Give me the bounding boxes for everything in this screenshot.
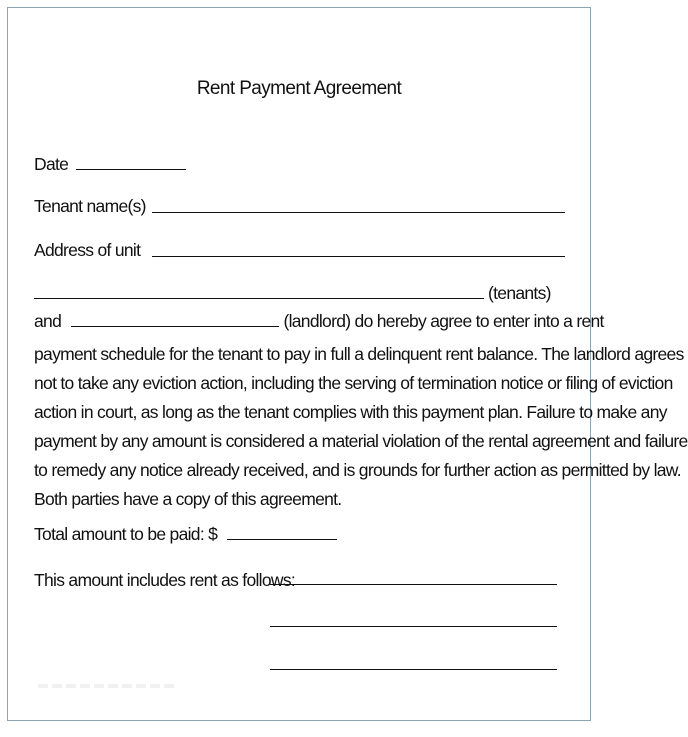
and-label: and xyxy=(34,311,62,331)
total-label: Total amount to be paid: $ xyxy=(34,524,218,544)
paragraph-line: Both parties have a copy of this agreement. xyxy=(34,489,342,509)
document-page xyxy=(7,7,688,721)
paragraph-line: payment by any amount is considered a material violation of the rental agreement and failure xyxy=(34,431,688,451)
paragraph-line: payment schedule for the tenant to pay in full a delinquent rent balance. The landlord agrees xyxy=(34,344,684,364)
document-title: Rent Payment Agreement xyxy=(196,78,402,99)
date-blank[interactable] xyxy=(76,155,186,170)
rent-detail-blank-1[interactable] xyxy=(270,584,557,585)
address-blank[interactable] xyxy=(152,256,565,257)
total-row xyxy=(34,524,337,545)
landlord-blank[interactable] xyxy=(71,312,279,327)
date-label: Date xyxy=(34,154,69,174)
tenants-suffix: (tenants) xyxy=(488,283,551,303)
total-amount-blank[interactable] xyxy=(227,525,337,540)
tenants-blank[interactable] xyxy=(34,298,484,299)
paragraph-line: to remedy any notice already received, and is grounds for further action as permitted by law. xyxy=(34,460,681,480)
tenant-name-label: Tenant name(s) xyxy=(34,196,146,216)
faint-footer-mark xyxy=(38,684,178,688)
landlord-continuation: (landlord) do hereby agree to enter into a rent xyxy=(283,311,604,331)
paragraph-line: action in court, as long as the tenant complies with this payment plan. Failure to make any xyxy=(34,402,667,422)
landlord-row xyxy=(34,311,604,332)
rent-detail-blank-3[interactable] xyxy=(270,669,557,670)
rent-detail-blank-2[interactable] xyxy=(270,626,557,627)
tenant-name-blank[interactable] xyxy=(152,212,565,213)
agreement-paragraph xyxy=(34,340,688,514)
address-label: Address of unit xyxy=(34,240,141,260)
date-row xyxy=(34,154,186,175)
paragraph-line: not to take any eviction action, including the serving of termination notice or filing of eviction xyxy=(34,373,673,393)
rent-includes-label: This amount includes rent as follows: xyxy=(34,570,296,590)
